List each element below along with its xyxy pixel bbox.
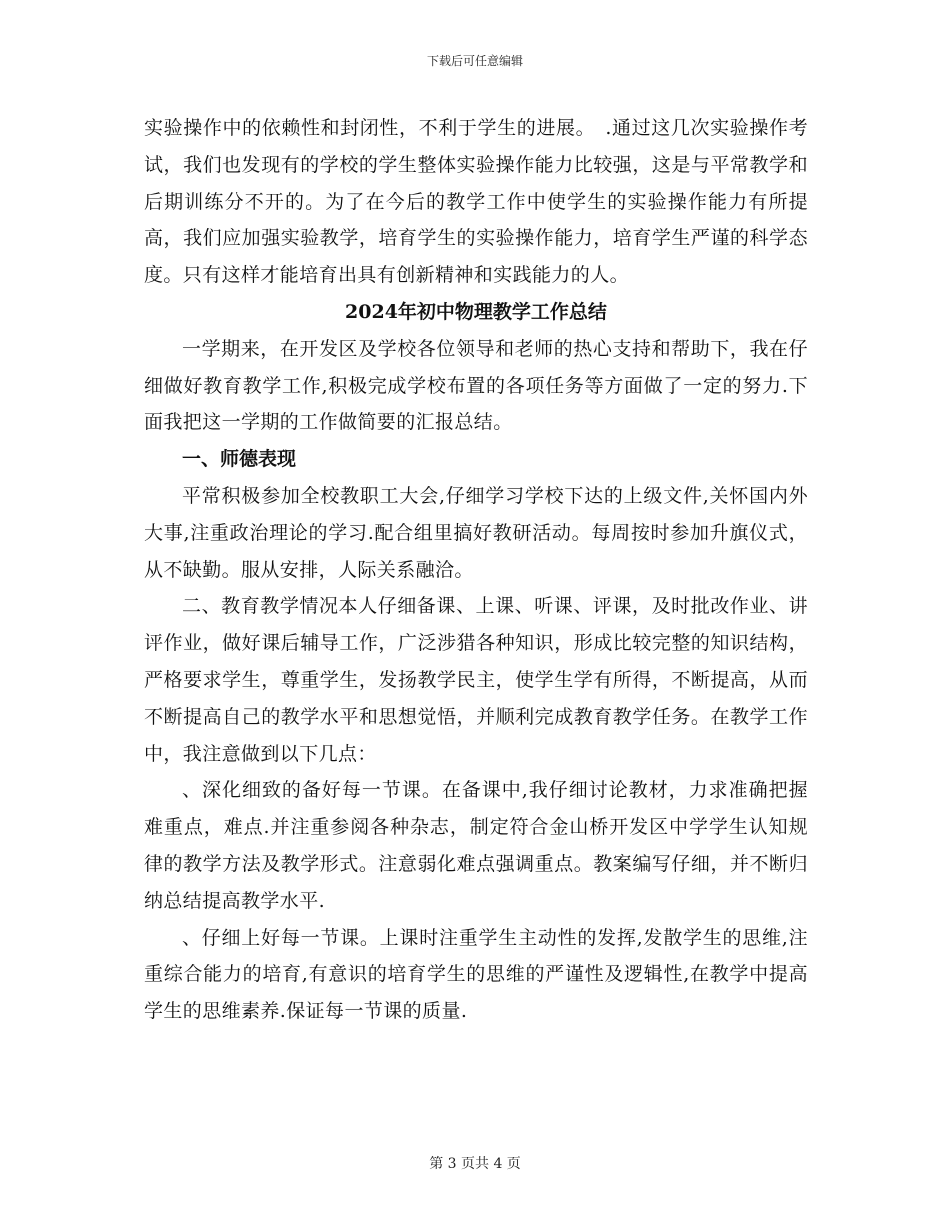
intro-paragraph: 实验操作中的依赖性和封闭性，不利于学生的进展。 .通过这几次实验操作考试，我们也发现有的学校的学生整体实验操作能力比较强，这是与平常教学和后期训练分不开的。为了在今后的教学工作中使学生的实验操作能力有所提高，我们应加强实验教学，培育学生的实验操作能力，培育学生严谨的科学态度。只有这样才能培育出具有创新精神和实践能力的人。 — [144, 117, 808, 287]
ethics-paragraph: 平常积极参加全校教职工大会,仔细学习学校下达的上级文件,关怀国内外大事,注重政治理论的学习.配合组里搞好教研活动。每周按时参加升旗仪式，从不缺勤。服从安排，人际关系融洽。 — [144, 484, 808, 581]
lesson-prep-paragraph: 、深化细致的备好每一节课。在备课中,我仔细讨论教材，力求准确把握难重点，难点.并注重参阅各种杂志，制定符合金山桥开发区中学学生认知规律的教学方法及教学形式。注意弱化难点强调重点。教案编写仔细，并不断归纳总结提高教学水平. — [144, 779, 808, 912]
page-number: 第 3 页共 4 页 — [429, 1156, 521, 1172]
opening-paragraph: 一学期来，在开发区及学校各位领导和老师的热心支持和帮助下，我在仔细做好教育教学工作,积极完成学校布置的各项任务等方面做了一定的努力.下面我把这一学期的工作做简要的汇报总结。 — [144, 337, 808, 434]
section-heading-ethics: 一、师德表现 — [182, 448, 297, 471]
page-header: 下载后可任意编辑 — [426, 54, 523, 68]
document-body — [144, 110, 808, 1030]
lesson-delivery-paragraph: 、仔细上好每一节课。上课时注重学生主动性的发挥,发散学生的思维,注重综合能力的培育,有意识的培育学生的思维的严谨性及逻辑性,在教学中提高学生的思维素养.保证每一节课的质量. — [144, 926, 808, 1023]
teaching-paragraph: 二、教育教学情况本人仔细备课、上课、听课、评课，及时批改作业、讲评作业，做好课后辅导工作，广泛涉猎各种知识，形成比较完整的知识结构，严格要求学生，尊重学生，发扬教学民主，使学生学有所得，不断提高，从而不断提高自己的教学水平和思想觉悟，并顺利完成教育教学任务。在教学工作中，我注意做到以下几点： — [144, 595, 808, 765]
document-title: 2024年初中物理教学工作总结 — [345, 300, 607, 323]
